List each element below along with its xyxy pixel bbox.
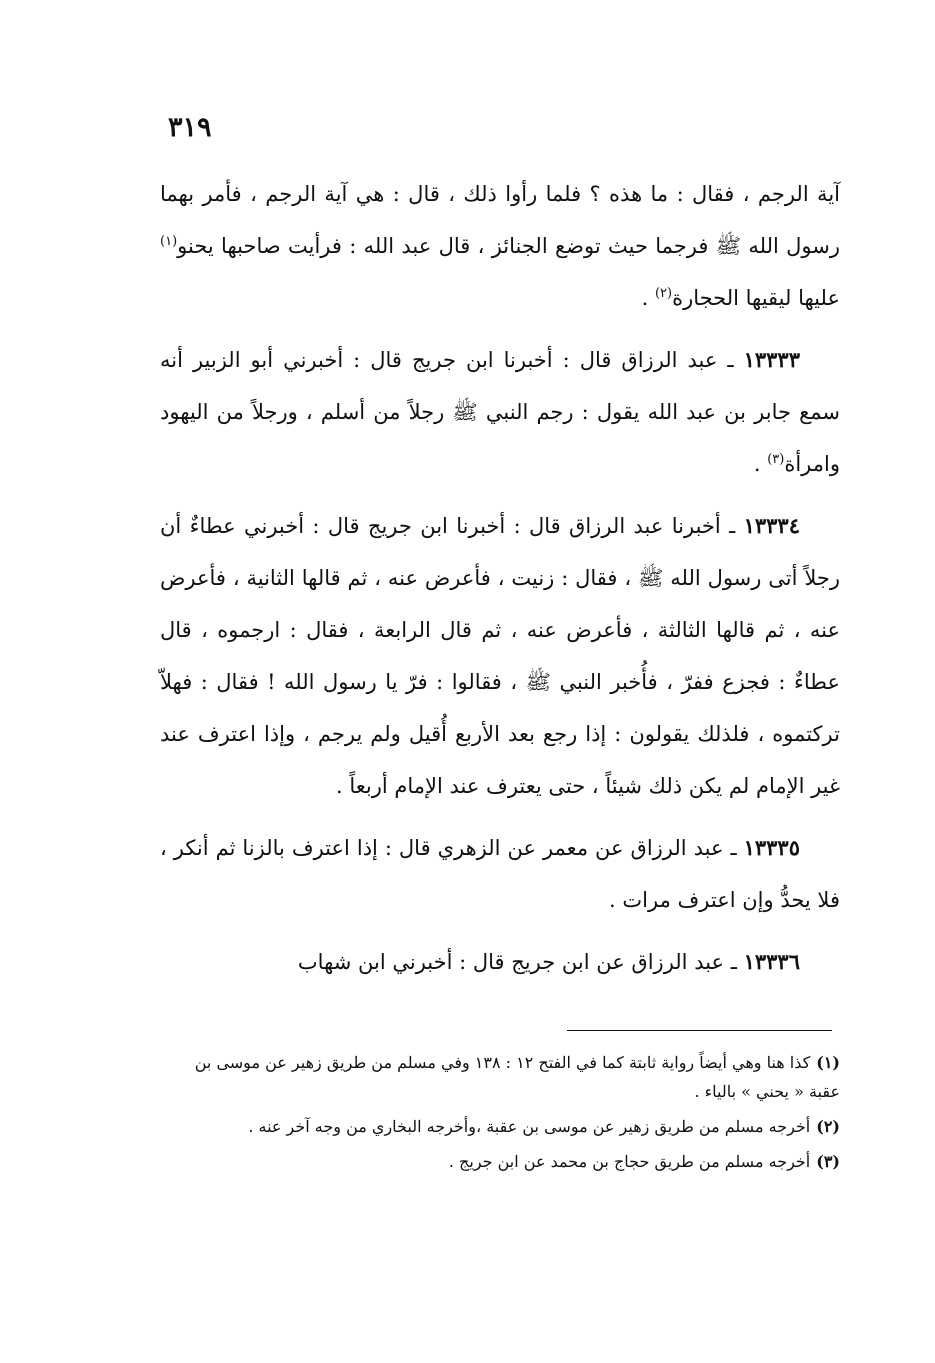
footnote-reference: (٣) [767,452,785,467]
hadith-number: ١٣٣٣٣ [743,347,800,372]
footnote-text: أخرجه مسلم من طريق حجاج بن محمد عن ابن جريج . [448,1152,811,1171]
main-text [160,168,840,998]
footnote-number: (١) [816,1053,840,1072]
footnote-text: كذا هنا وهي أيضاً رواية ثابتة كما في الفتح ١٢ : ١٣٨ وفي مسلم من طريق زهير عن موسى بن عقبة « يحني » بالياء . [194,1053,840,1101]
footnote-number: (٢) [816,1117,840,1136]
hadith-paragraph [160,936,840,988]
footnote [160,1147,840,1176]
page-number: ٣١٩ [168,112,212,143]
footnote-reference: (٢) [654,286,673,301]
paragraph-text: ـ عبد الرزاق عن معمر عن الزهري قال : إذا اعترف بالزنا ثم أنكر ، فلا يحدُّ وإن اعترف مرات . [160,836,840,912]
hadith-paragraph [160,334,840,490]
footnote-reference: (١) [160,234,178,249]
paragraph-text: ـ عبد الرزاق قال : أخبرنا ابن جريج قال : أخبرني أبو الزبير أنه سمع جابر بن عبد الله يقول : رجم النبي ﷺ رجلاً من أسلم ، ورجلاً من اليهود وامرأة [160,348,840,476]
paragraph-text: آية الرجم ، فقال : ما هذه ؟ فلما رأوا ذلك ، قال : هي آية الرجم ، فأمر بهما رسول الله ﷺ فرجما حيث توضع الجنائز ، قال عبد الله : فرأيت صاحبها يحنو [160,182,840,258]
paragraph-text: عليها ليقيها الحجارة [672,286,840,310]
footnote-separator [567,1030,832,1031]
footnotes [160,1048,840,1182]
hadith-number: ١٣٣٣٦ [743,949,800,974]
footnote [160,1112,840,1141]
paragraph-text: ـ عبد الرزاق عن ابن جريج قال : أخبرني ابن شهاب [297,950,744,974]
paragraph-text: . [753,452,768,476]
footnote [160,1048,840,1106]
paragraph-text: . [641,286,655,310]
hadith-paragraph [160,822,840,926]
footnote-text: أخرجه مسلم من طريق زهير عن موسى بن عقبة ،وأخرجه البخاري من وجه آخر عنه . [248,1117,811,1136]
paragraph [160,168,840,324]
footnote-number: (٣) [816,1152,840,1171]
paragraph-text: ـ أخبرنا عبد الرزاق قال : أخبرنا ابن جريج قال : أخبرني عطاءٌ أن رجلاً أتى رسول الله ﷺ ، فقال : زنيت ، فأعرض عنه ، ثم قالها الثانية ، فأعرض عنه ، ثم قالها الثالثة ، فأعرض عنه ، ثم قال الرابعة ، فقال : ارجموه ، قال عطاءٌ : فجزع ففرّ ، فأُخبر النبي ﷺ ، فقالوا : فرّ يا رسول الله ! فقال : فهلاّ تركتموه ، فلذلك يقولون : إذا رجع بعد الأربع أُقيل ولم يرجم ، وإذا اعترف عند غير الإمام لم يكن ذلك شيئاً ، حتى يعترف عند الإمام أربعاً . [160,514,840,798]
hadith-number: ١٣٣٣٥ [743,835,800,860]
hadith-paragraph [160,500,840,812]
hadith-number: ١٣٣٣٤ [743,513,800,538]
